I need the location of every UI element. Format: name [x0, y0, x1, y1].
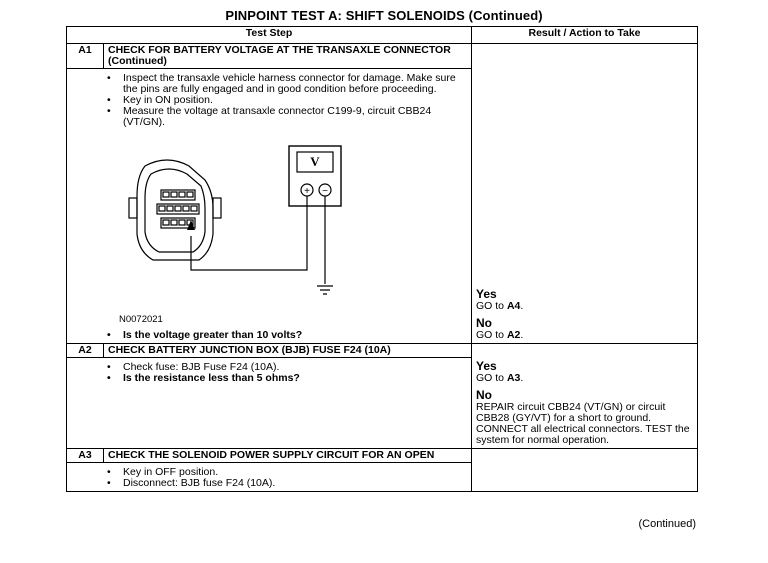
- step-a2-result: [472, 344, 698, 449]
- step-question: • Is the resistance less than 5 ohms?: [123, 373, 467, 384]
- step-a3-result: [472, 449, 698, 492]
- yes-action: GO to A3.: [476, 372, 524, 384]
- step-heading: CHECK THE SOLENOID POWER SUPPLY CIRCUIT FOR AN OPEN: [104, 449, 472, 463]
- bullet-item: • Inspect the transaxle vehicle harness connector for damage. Make sure the pins are fully engaged and in good condition before proceeding.: [123, 73, 467, 95]
- meter-label: V: [310, 154, 320, 169]
- step-a1-header-row: [67, 44, 698, 69]
- step-a2-bullets: [107, 362, 467, 384]
- bullet-item: • Check fuse: BJB Fuse F24 (10A).: [123, 362, 467, 373]
- step-a1-bullets: [107, 73, 467, 128]
- yes-label: Yes: [476, 359, 497, 373]
- step-a1-result: [472, 44, 698, 344]
- column-header-result: Result / Action to Take: [472, 27, 698, 44]
- voltage-measurement-diagram: [107, 136, 467, 326]
- continued-note: (Continued): [638, 518, 696, 530]
- no-label: No: [476, 316, 493, 330]
- pinpoint-test-table: [66, 26, 698, 492]
- connector-meter-drawing: [107, 136, 467, 316]
- step-heading: CHECK BATTERY JUNCTION BOX (BJB) FUSE F24 (10A): [104, 344, 472, 358]
- connector-latch: [213, 198, 221, 218]
- step-number: A2: [67, 344, 104, 358]
- column-header-test-step: Test Step: [67, 27, 472, 44]
- page-title: PINPOINT TEST A: SHIFT SOLENOIDS (Continued): [225, 8, 543, 23]
- yes-action: GO to A4.: [476, 300, 524, 312]
- step-a3-body: [67, 463, 472, 492]
- plus-label: +: [304, 186, 310, 197]
- step-a3-bullets: [107, 467, 467, 489]
- bullet-item: • Disconnect: BJB fuse F24 (10A).: [123, 478, 467, 489]
- yes-label: Yes: [476, 287, 497, 301]
- bullet-item: • Key in OFF position.: [123, 467, 467, 478]
- step-number: A3: [67, 449, 104, 463]
- step-a1-question-list: [107, 330, 467, 341]
- figure-id: N0072021: [119, 314, 163, 325]
- ground-symbol: [317, 286, 333, 294]
- probe-wire-positive: [191, 196, 307, 270]
- bullet-item: • Measure the voltage at transaxle connector C199-9, circuit CBB24 (VT/GN).: [123, 106, 467, 128]
- step-a2-header-row: [67, 344, 698, 358]
- no-action: GO to A2.: [476, 329, 524, 341]
- step-number: A1: [67, 44, 104, 69]
- no-label: No: [476, 388, 493, 402]
- step-a2-body: [67, 358, 472, 449]
- bullet-item: • Key in ON position.: [123, 95, 467, 106]
- connector-latch: [129, 198, 137, 218]
- minus-label: −: [322, 186, 328, 197]
- step-heading: CHECK FOR BATTERY VOLTAGE AT THE TRANSAXLE CONNECTOR (Continued): [104, 44, 472, 69]
- table-header-row: [67, 27, 698, 44]
- step-question: • Is the voltage greater than 10 volts?: [123, 330, 467, 341]
- no-action: REPAIR circuit CBB24 (VT/GN) or circuit CBB28 (GY/VT) for a short to ground. CONNECT all electrical connectors. TEST the system for normal operation.: [476, 401, 690, 446]
- step-a1-body: [67, 69, 472, 344]
- step-a3-header-row: [67, 449, 698, 463]
